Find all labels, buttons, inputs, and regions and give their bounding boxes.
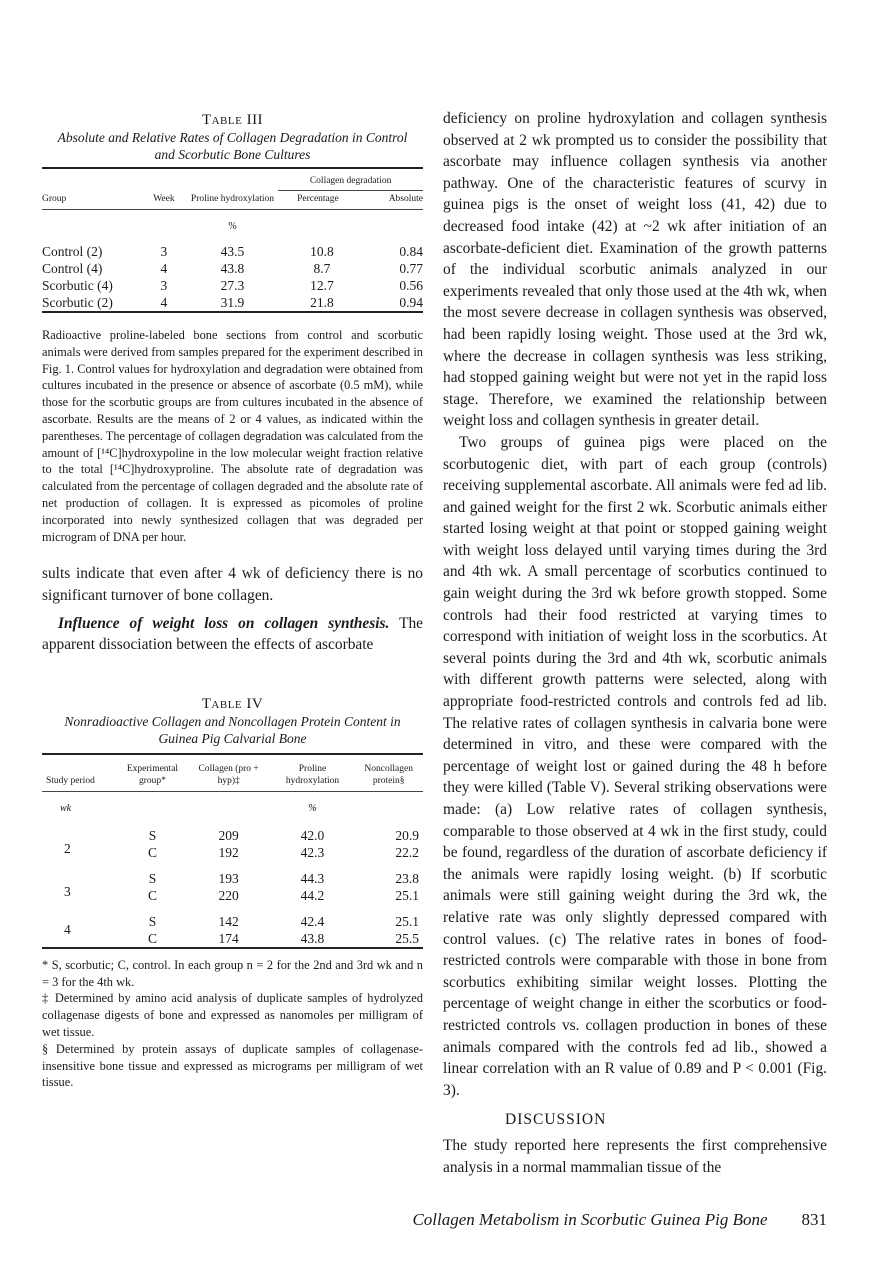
- table-cell: 23.8: [395, 870, 419, 886]
- table-3-group-header: Collagen degradation: [278, 168, 423, 191]
- paragraph: [42, 613, 423, 656]
- unit-cell: [187, 791, 271, 827]
- table-row: [42, 294, 423, 312]
- unit-cell: [358, 210, 423, 244]
- column-header: Proline hydroxylation: [285, 763, 340, 786]
- table-cell: 27.3: [220, 278, 245, 293]
- table-cell: 43.8: [300, 930, 325, 946]
- table-4-label: Table IV: [201, 695, 264, 712]
- two-column-layout: [42, 108, 827, 1179]
- paragraph: The study reported here represents the first comprehensive analysis in a normal mammalian tissue of the: [443, 1137, 827, 1176]
- study-period-cell: 3: [64, 883, 71, 899]
- table-4-notes: [42, 957, 423, 1091]
- table-cell: Scorbutic (2): [42, 295, 113, 310]
- table-footnote: ‡ Determined by amino acid analysis of duplicate samples of hydrolyzed collagenase digests of bone and expressed as nanomoles per milligram of wet tissue.: [42, 991, 423, 1039]
- table-cell: 44.3: [300, 870, 325, 886]
- section-heading: Influence of weight loss on collagen synthesis.: [58, 614, 390, 632]
- table-cell: 25.1: [395, 913, 419, 929]
- table-cell: 174: [218, 930, 239, 946]
- table-cell: 43.8: [220, 261, 245, 276]
- table-3-caption: [42, 112, 423, 163]
- section-heading-discussion: DISCUSSION: [505, 1111, 607, 1129]
- page-footer: [42, 1209, 827, 1231]
- table-cell: 10.8: [310, 244, 334, 259]
- table-4-title: Nonradioactive Collagen and Noncollagen Protein Content in Guinea Pig Calvarial Bone: [64, 713, 401, 746]
- paragraph: Two groups of guinea pigs were placed on the scorbutogenic diet, with part of each group (controls) receiving supplemental ascorbate. All animals were fed ad lib. and gained weight for the first 2 wk. Scorbutic animals either started losing weight at that point or stopped gaining weight with weight loss delayed until varying times during the 3rd and 4th wk. A small percentage of scorbutics continued to gain weight during the 3rd wk before growth stopped. Some controls had their food restricted at varying times to correspond with initiation of weight loss in the scorbutics. At several points during the 3rd and 4th wk, scorbutic animals with different growth patterns were selected, along with appropriate food-restricted controls and controls fed ad lib. The relative rates of collagen synthesis in calvaria bone were determined in vitro, and these were compared with the percentage of weight lost or gained during the 48 h before they were killed (Table V). Several striking observations were made: (a) Low relative rates of collagen synthesis, comparable to those observed at 4 wk in the first study, could be found, regardless of the duration of ascorbate deficiency if the animals were rapidly losing weight. (b) If scorbutic animals were still gaining weight during the 3rd wk, the relative rate was only slightly depressed compared with control values. (c) The relative rates in bones of food-restricted controls were comparable with those in bone from scorbutics exhibiting similar weight losses. Plotting the percentage of weight change in either the scorbutics or food-restricted controls vs. collagen production in bones of these animals compared with the controls fed ad lib., showed a linear correlation with an R value of 0.89 and P < 0.001 (Fig. 3).: [443, 433, 827, 1099]
- table-row: [42, 870, 423, 887]
- table-cell: 220: [218, 887, 239, 903]
- column-header: Experimental group*: [126, 763, 179, 786]
- unit-cell: [141, 210, 187, 244]
- column-header: Proline hydroxylation: [190, 194, 275, 204]
- unit-row: [42, 210, 423, 244]
- table-3-grid: [42, 167, 423, 313]
- unit-cell: [118, 791, 187, 827]
- table-cell: 20.9: [395, 827, 419, 843]
- unit-row: [42, 791, 423, 827]
- table-cell: 0.77: [399, 261, 423, 276]
- column-header: Study period: [46, 775, 95, 786]
- table-cell: C: [147, 844, 157, 860]
- column-header: Noncollagen protein§: [364, 763, 413, 786]
- table-3: [42, 112, 423, 545]
- table-cell: S: [148, 827, 157, 843]
- table-cell: 22.2: [395, 844, 419, 860]
- table-cell: 209: [218, 827, 239, 843]
- table-cell: S: [148, 870, 157, 886]
- table-4-grid: [42, 753, 423, 949]
- study-period-cell: 4: [64, 922, 71, 938]
- table-cell: 142: [218, 913, 239, 929]
- table-cell: 42.3: [300, 844, 325, 860]
- table-cell: 25.5: [395, 930, 419, 946]
- unit-cell: %: [228, 221, 237, 232]
- table-3-title: Absolute and Relative Rates of Collagen Degradation in Control and Scorbutic Bone Cultures: [57, 130, 408, 162]
- table-row: [42, 260, 423, 277]
- table-4: [42, 696, 423, 1091]
- table-cell: 44.2: [300, 887, 325, 903]
- table-footnote: * S, scorbutic; C, control. In each group n = 2 for the 2nd and 3rd wk and n = 3 for the 4th wk.: [42, 957, 423, 989]
- table-cell: 4: [160, 261, 168, 276]
- column-header: Collagen (pro + hyp)‡: [198, 763, 259, 786]
- table-cell: 192: [218, 844, 239, 860]
- table-cell: 193: [218, 870, 239, 886]
- table-cell: 42.0: [300, 827, 325, 843]
- table-cell: Control (4): [42, 261, 103, 276]
- table-cell: 0.56: [399, 278, 423, 293]
- table-cell: S: [148, 913, 157, 929]
- table-cell: C: [147, 887, 157, 903]
- unit-cell: [278, 210, 357, 244]
- left-column: [42, 108, 423, 1091]
- table-cell: 25.1: [395, 887, 419, 903]
- paragraph-text: The apparent dissociation between the effects of ascorbate: [42, 614, 424, 654]
- table-cell: 43.5: [220, 244, 245, 259]
- study-period-cell: 2: [64, 840, 71, 856]
- unit-cell: wk: [60, 802, 72, 814]
- column-header: Absolute: [388, 194, 423, 204]
- table-cell: 4: [160, 295, 168, 310]
- unit-cell: %: [308, 802, 317, 814]
- table-cell: 0.94: [399, 295, 423, 310]
- table-cell: 0.84: [399, 244, 423, 259]
- table-cell: 12.7: [310, 278, 334, 293]
- table-3-label: Table III: [201, 112, 264, 128]
- table-3-note: Radioactive proline-labeled bone sections from control and scorbutic animals were derived from samples prepared for the experiment described in Fig. 1. Control values for hydroxylation and degradation were obtained from cultures incubated in the presence or absence of ascorbate (0.5 mM), while those for the scorbutic groups are from cultures incubated in the absence of ascorbate. Results are the means of 2 or 4 values, as indicated within the parentheses. The percentage of collagen degradation was calculated from the amount of [¹⁴C]hydroxypoline in the low molecular weight fraction relative to the total [¹⁴C]hydroxyproline. The absolute rate of degradation was calculated from the percentage of collagen degraded and the absolute rate of net production of collagen. It is expressed as picomoles of proline incorporated into newly synthesized collagen that was degraded per microgram of DNA per hour.: [42, 328, 423, 544]
- column-header: Group: [42, 194, 67, 204]
- unit-cell: [354, 791, 423, 827]
- left-body-text: [42, 563, 423, 655]
- column-header: Percentage: [297, 194, 339, 204]
- table-row: [42, 827, 423, 844]
- table-cell: 21.8: [310, 295, 334, 310]
- page-number: 831: [801, 1209, 827, 1229]
- table-cell: 31.9: [220, 295, 245, 310]
- paragraph: sults indicate that even after 4 wk of deficiency there is no significant turnover of bone collagen.: [42, 565, 423, 604]
- right-body-text: [443, 108, 827, 1179]
- column-header: Week: [153, 194, 175, 204]
- table-cell: Control (2): [42, 244, 103, 259]
- table-cell: C: [147, 930, 157, 946]
- table-cell: 3: [160, 278, 168, 293]
- table-row: [42, 243, 423, 260]
- table-cell: 3: [160, 244, 168, 259]
- table-row: [42, 277, 423, 294]
- table-row: [42, 913, 423, 930]
- table-4-caption: [42, 696, 423, 747]
- paragraph: deficiency on proline hydroxylation and collagen synthesis observed at 2 wk prompted us to consider the possibility that ascorbate may influence collagen synthesis via another pathway. One of the characteristic features of scurvy in guinea pigs is the onset of weight loss (41, 42) due to decreased food intake (42) at ~2 wk after initiation of an ascorbate-deficient diet. Examination of the growth patterns of the individual scorbutic animals analyzed in our experiments revealed that only those used at the 4th wk, when the most severe decrease in collagen synthesis was observed, had been rapidly losing weight. Those used at the 3rd wk, where the decrease in collagen synthesis was less striking, had stopped gaining weight but were not yet in the rapid loss stage. Therefore, we examined the relationship between weight loss and collagen synthesis in greater detail.: [443, 110, 827, 430]
- running-title: Collagen Metabolism in Scorbutic Guinea Pig Bone: [412, 1209, 768, 1229]
- table-cell: 42.4: [300, 913, 325, 929]
- table-cell: 8.7: [313, 261, 331, 276]
- table-footnote: § Determined by protein assays of duplicate samples of collagenase-insensitive bone tissue and expressed as micrograms per milligram of wet tissue.: [42, 1041, 423, 1090]
- table-cell: Scorbutic (4): [42, 278, 113, 293]
- unit-cell: [42, 210, 141, 244]
